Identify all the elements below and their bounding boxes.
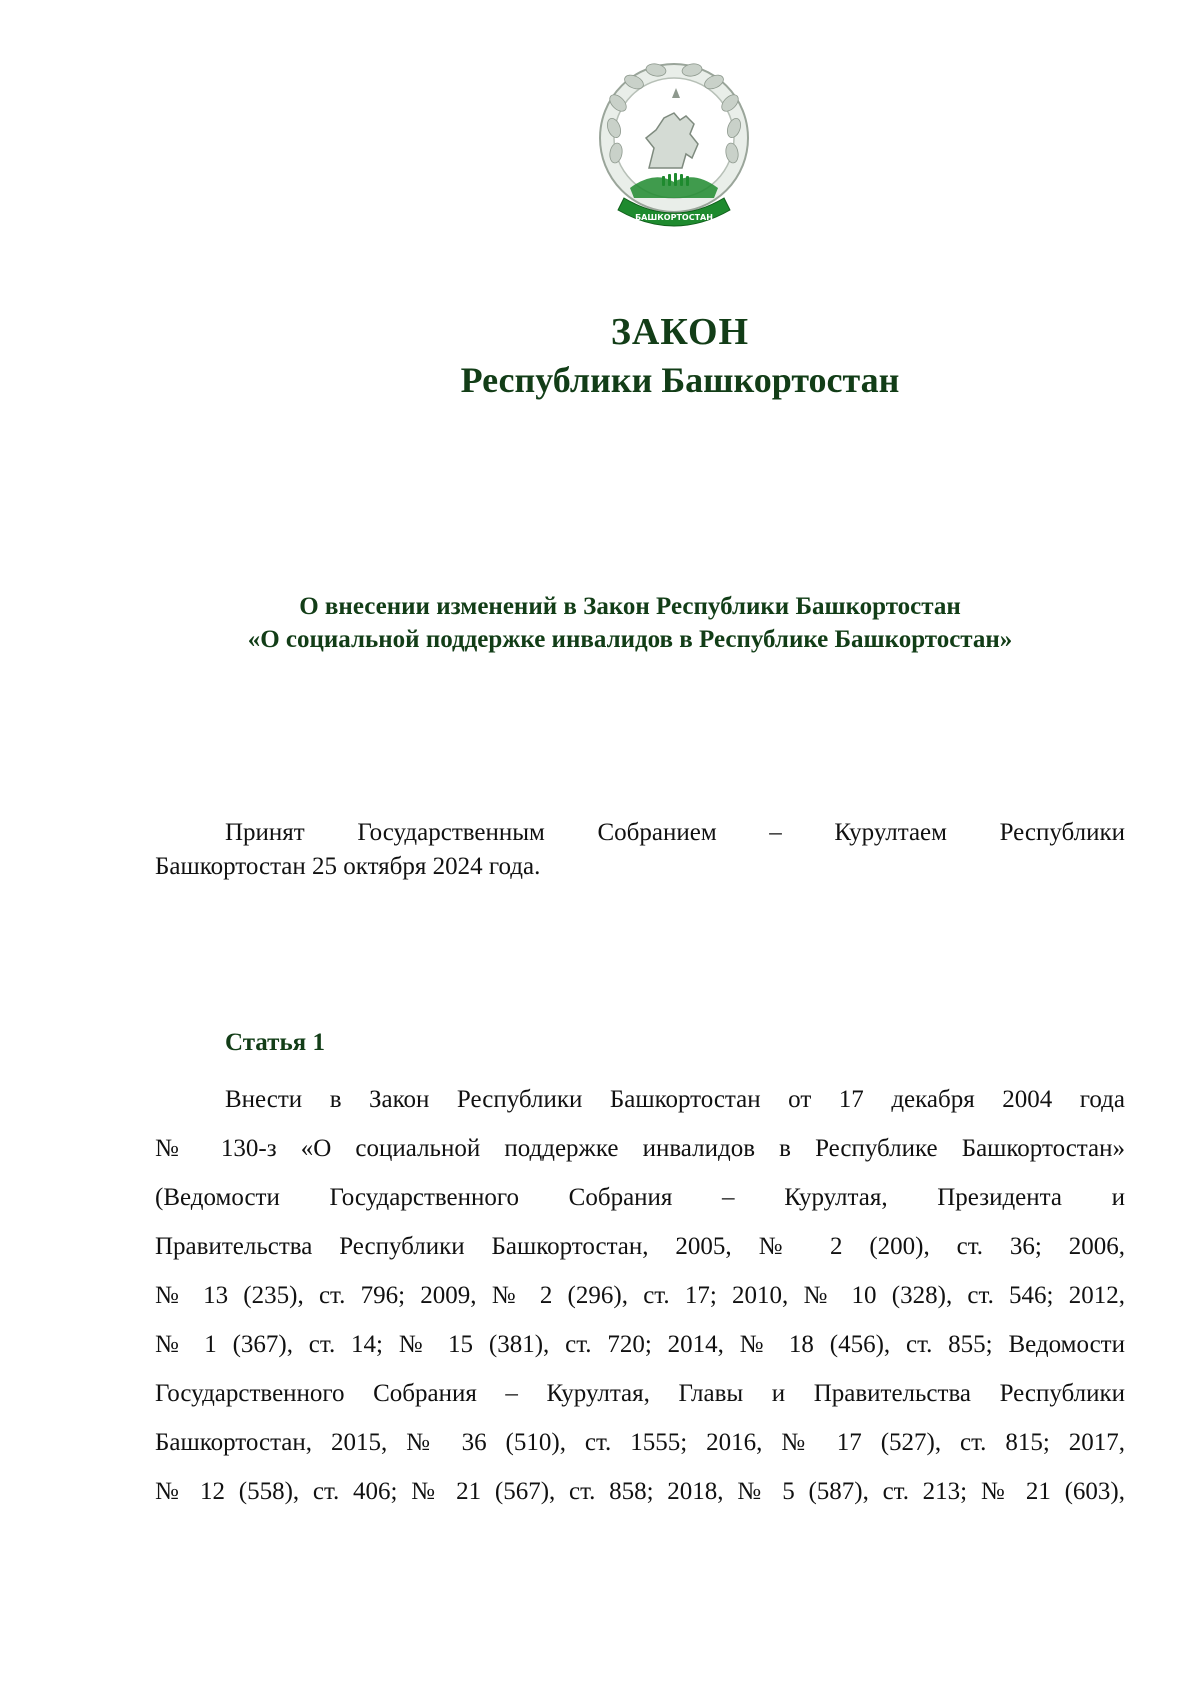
- law-subject: [150, 590, 1110, 656]
- article-1-body: [155, 1075, 1125, 1516]
- article-1-line: Государственного Собрания – Курултая, Главы и Правительства Республики: [155, 1380, 1125, 1407]
- article-1-line: Правительства Республики Башкортостан, 2005, № 2 (200), ст. 36; 2006,: [155, 1233, 1125, 1260]
- article-1-line: № 130-з «О социальной поддержке инвалидов в Республике Башкортостан»: [155, 1135, 1125, 1162]
- bashkortostan-coat-of-arms-icon: [594, 58, 754, 250]
- law-subtitle: Республики Башкортостан: [460, 360, 900, 400]
- article-1-line: Башкортостан, 2015, № 36 (510), ст. 1555; 2016, № 17 (527), ст. 815; 2017,: [155, 1429, 1125, 1456]
- article-1-line: Внести в Закон Республики Башкортостан от 17 декабря 2004 года: [225, 1086, 1125, 1113]
- adoption-line-2: Башкортостан 25 октября 2024 года.: [155, 853, 541, 880]
- article-1-line: № 13 (235), ст. 796; 2009, № 2 (296), ст. 17; 2010, № 10 (328), ст. 546; 2012,: [155, 1282, 1125, 1309]
- emblem-ribbon-text: БАШКОРТОСТАН: [635, 213, 713, 222]
- article-1-line: (Ведомости Государственного Собрания – Курултая, Президента и: [155, 1184, 1125, 1211]
- law-title-block: [0, 308, 1200, 404]
- adoption-statement: [155, 816, 1125, 884]
- law-title: ЗАКОН: [610, 311, 750, 353]
- law-subject-line-1: О внесении изменений в Закон Республики Башкортостан: [299, 593, 961, 620]
- article-1-line: № 1 (367), ст. 14; № 15 (381), ст. 720; 2014, № 18 (456), ст. 855; Ведомости: [155, 1331, 1125, 1358]
- adoption-line-1: Принят Государственным Собранием – Курултаем Республики: [225, 819, 1125, 846]
- article-1-heading: Статья 1: [225, 1029, 325, 1056]
- law-subject-line-2: «О социальной поддержке инвалидов в Республике Башкортостан»: [247, 626, 1013, 653]
- article-1-line: № 12 (558), ст. 406; № 21 (567), ст. 858; 2018, № 5 (587), ст. 213; № 21 (603),: [155, 1478, 1125, 1505]
